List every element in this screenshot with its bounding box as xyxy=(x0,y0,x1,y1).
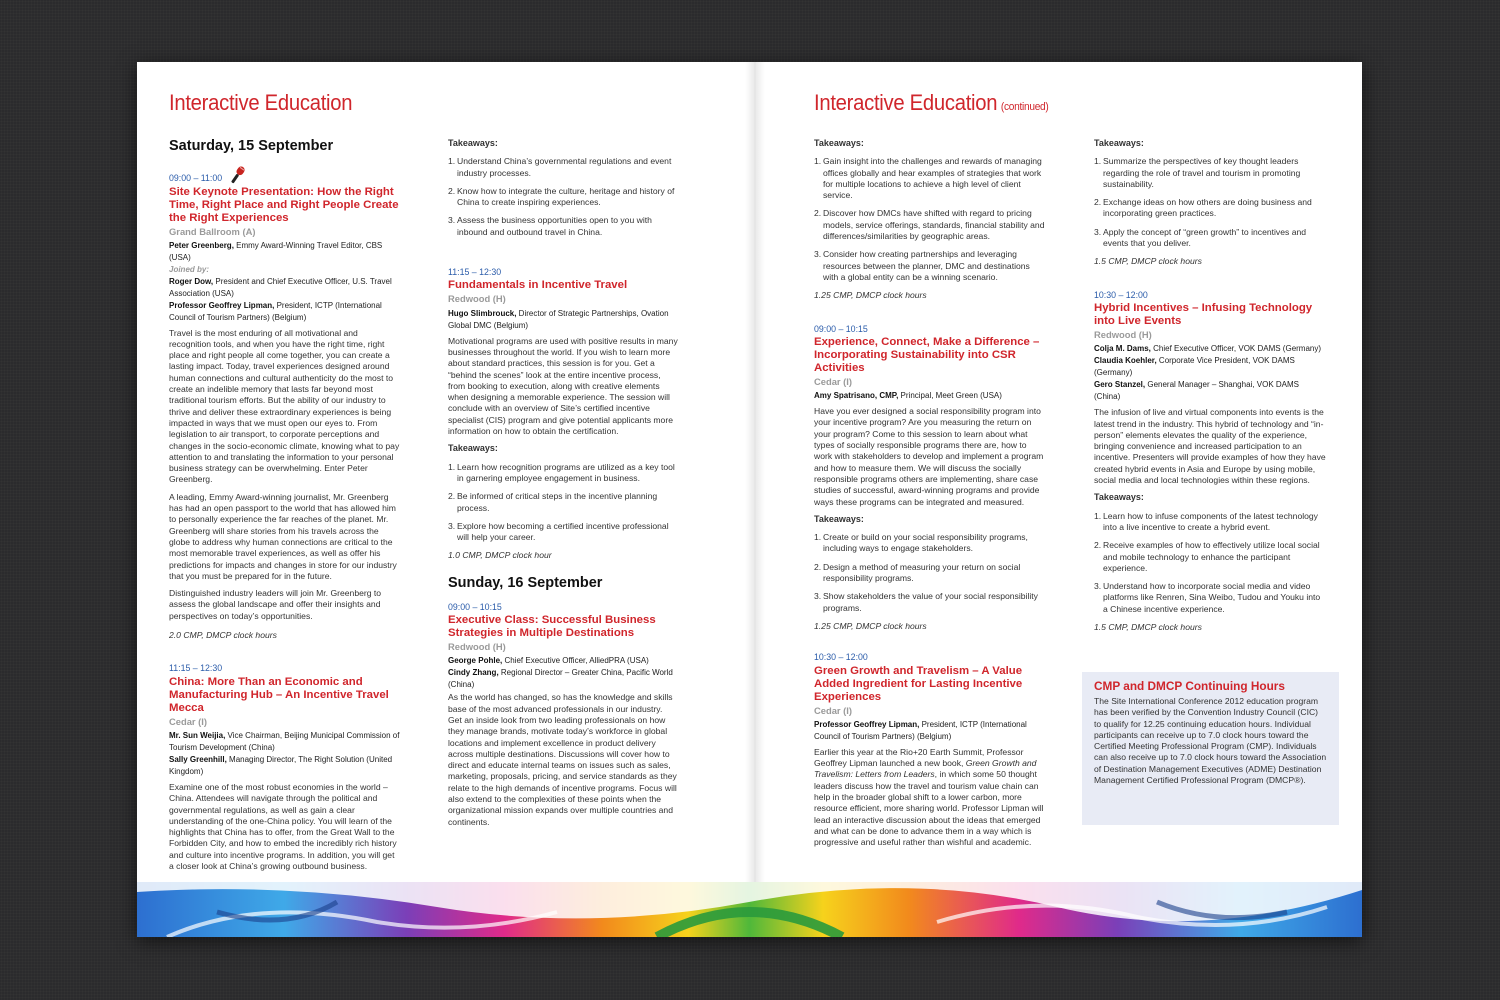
microphone-icon xyxy=(226,165,248,185)
speaker: Hugo Slimbrouck, Director of Strategic Partnerships, Ovation Global DMC (Belgium) xyxy=(448,308,669,330)
session-time: 10:30 – 12:00 xyxy=(1094,289,1148,300)
column-3 xyxy=(814,138,1046,854)
session-room: Cedar (I) xyxy=(169,715,208,727)
box-title: CMP and DMCP Continuing Hours xyxy=(1094,679,1285,693)
speaker: Gero Stanzel, General Manager – Shanghai, VOK DAMS (China) xyxy=(1094,380,1299,402)
takeaway-item: 1. Create or build on your social responsibility programs, including ways to engage stakeholders. xyxy=(814,532,1028,554)
paint-splash-art xyxy=(137,882,1362,937)
takeaway-item: 3. Show stakeholders the value of your social responsibility programs. xyxy=(814,591,1038,613)
takeaway-item: 1. Learn how to infuse components of the latest technology into a live incentive to create a hybrid event. xyxy=(1094,510,1318,532)
continuing-hours-box xyxy=(1082,672,1339,825)
column-1 xyxy=(169,137,401,878)
takeaway-item: 1. Understand China’s governmental regulations and event industry processes. xyxy=(448,156,672,178)
credit-hours: 1.25 CMP, DMCP clock hours xyxy=(814,620,927,631)
session-time: 10:30 – 12:00 xyxy=(814,652,868,663)
takeaways-heading: Takeaways: xyxy=(448,138,498,148)
takeaways-heading: Takeaways: xyxy=(814,138,864,148)
session-description: The infusion of live and virtual components into events is the latest trend in the industry. This hybrid of technology and “in-person” elements elevates the quality of the experience, bringing convenience and increased participation to an incentive. Presenters will provide examples of how they have created hybrid events in Asia and Europe by using mobile, social media and local technologies within these regions. xyxy=(1094,407,1326,486)
column-2 xyxy=(448,138,678,834)
takeaway-item: 3. Apply the concept of “green growth” to incentives and events that you deliver. xyxy=(1094,226,1307,249)
takeaway-item: 3. Consider how creating partnerships and leveraging resources between the planner, DMC and destinations with a global entity can be a winning scenario. xyxy=(814,249,1030,282)
speaker: Roger Dow, President and Chief Executive Officer, U.S. Travel Association (USA) xyxy=(169,276,392,298)
takeaway-item: 3. Understand how to incorporate social media and video platforms like Renren, Sina Weibo, Tudou and Youku into a Chinese incentive experience. xyxy=(1094,581,1321,614)
session-description: Examine one of the most robust economies in the world – China. Attendees will navigate through the political and governmental regulations, as well as gain a clear understanding of the one-China policy. You will learn of the highlights that China has to offer, from the Great Wall to the Forbidden City, and how to embed the incredibly rich history and culture into incentive programs. In addition, you will get a closer look at China’s growing outbound business. xyxy=(169,781,397,871)
brochure-spread xyxy=(137,62,1362,937)
speaker: Mr. Sun Weijia, Vice Chairman, Beijing Municipal Commission of Tourism Development (China) xyxy=(169,730,400,752)
takeaway-item: 1. Learn how recognition programs are utilized as a key tool in garnering employee engagement in business. xyxy=(448,461,675,483)
credit-hours: 1.25 CMP, DMCP clock hours xyxy=(814,290,927,301)
takeaway-item: 1. Gain insight into the challenges and rewards of managing offices globally and hear examples of strategies that work for multiple locations to achieve a high level of client service. xyxy=(814,156,1042,201)
session-title: Fundamentals in Incentive Travel xyxy=(448,279,628,292)
takeaway-item: 3. Assess the business opportunities open to you with inbound and outbound travel in China. xyxy=(448,215,652,237)
session-title: China: More Than an Economic and Manufacturing Hub – An Incentive Travel Mecca xyxy=(169,675,389,714)
speaker: George Pohle, Chief Executive Officer, AlliedPRA (USA) xyxy=(448,656,649,666)
speaker: Sally Greenhill, Managing Director, The Right Solution (United Kingdom) xyxy=(169,754,393,776)
session-room: Redwood (H) xyxy=(448,293,506,305)
speaker: Claudia Koehler, Corporate Vice President, VOK DAMS (Germany) xyxy=(1094,356,1295,378)
takeaway-item: 2. Receive examples of how to effectively utilize local social and mobile technology to enhance the participant experience. xyxy=(1094,540,1320,573)
speaker: Amy Spatrisano, CMP, Principal, Meet Green (USA) xyxy=(814,391,1002,401)
takeaway-item: 2. Know how to integrate the culture, heritage and history of China to create inspiring experiences. xyxy=(448,185,675,208)
speaker: Professor Geoffrey Lipman, President, ICTP (International Council of Tourism Partners) (Belgium) xyxy=(814,719,1027,741)
speaker: Peter Greenberg, Emmy Award-Winning Travel Editor, CBS (USA) xyxy=(169,241,383,263)
credit-hours: 2.0 CMP, DMCP clock hours xyxy=(169,630,277,641)
session-description: Travel is the most enduring of all motivational and recognition tools, and when you have the right time, right place and right people all come together, you can create a lasting impact. Today, travel experiences designed around human connections and cultural authenticity do the most to create an indelible memory that lasts far beyond most traditional tourism efforts. But the ability of our industry to thrive and deliver these extraordinary experiences is being impacted in ways that we must open our eyes to. From legislation to air transport, to corporate perceptions and changes in the socio-economic climate, knowing what to pay attention to and translating the information to your personal business strategy can be overwhelming. Enter Peter Greenberg. xyxy=(169,327,400,485)
session-time: 09:00 – 10:15 xyxy=(448,601,502,612)
page-title-right: Interactive Education (continued) xyxy=(814,90,1049,115)
page-gutter xyxy=(745,62,765,937)
page-title-left: Interactive Education xyxy=(169,90,353,115)
session-description: A leading, Emmy Award-winning journalist, Mr. Greenberg has had an open passport to the world that has allowed him to personally experience the far reaches of the planet. Mr. Greenberg will share stories from his travels across the globe to address why human connections are critical to the most memorable travel experiences, as well as offer his predictions for impacts and changes in store for our industry that you must be prepared for in the future. xyxy=(169,491,397,581)
session-description: Earlier this year at the Rio+20 Earth Summit, Professor Geoffrey Lipman launched a new book, Green Growth and Travelism: Letters from Leaders, in which some 50 thought leaders discuss how the travel and tourism value chain can help in the broader global shift to a lower carbon, more resource efficient, more sharing world. Professor Lipman will lead an interactive discussion about the ideas that emerged and what can be done to advance them in a way which is progressive and useful rather than wishful and academic. xyxy=(814,746,1044,848)
session-title: Hybrid Incentives – Infusing Technology into Live Events xyxy=(1094,301,1313,327)
session-time: 11:15 – 12:30 xyxy=(169,663,223,674)
takeaways-heading: Takeaways: xyxy=(448,443,498,454)
book-title: Green Growth and Travelism: Letters from Leaders xyxy=(814,758,1037,780)
session-description: Distinguished industry leaders will join Mr. Greenberg to assess the global landscape and offer their insights and perspectives on today’s opportunities. xyxy=(169,588,382,621)
takeaway-item: 1. Summarize the perspectives of key thought leaders regarding the role of travel and tourism in promoting sustainability. xyxy=(1094,156,1301,189)
day-heading: Sunday, 16 September xyxy=(448,574,603,591)
session-room: Cedar (I) xyxy=(814,375,853,387)
credit-hours: 1.5 CMP, DMCP clock hours xyxy=(1094,622,1202,633)
session-time: 09:00 – 10:15 xyxy=(814,323,868,334)
speaker: Colja M. Dams, Chief Executive Officer, VOK DAMS (Germany) xyxy=(1094,344,1322,354)
speaker: Cindy Zhang, Regional Director – Greater China, Pacific World (China) xyxy=(448,668,673,690)
session-room: Grand Ballroom (A) xyxy=(169,226,256,237)
session-title: Site Keynote Presentation: How the Right Time, Right Place and Right People Create the Right Experiences xyxy=(169,186,399,224)
takeaway-item: 2. Discover how DMCs have shifted with regard to pricing models, service offerings, standards, financial stability and differences/similarities by geographic areas. xyxy=(814,208,1045,242)
speaker: Professor Geoffrey Lipman, President, ICTP (International Council of Tourism Partners) (Belgium) xyxy=(169,300,382,322)
column-4 xyxy=(1094,138,1326,633)
continued-label: (continued) xyxy=(1000,101,1049,113)
session-description: Have you ever designed a social responsibility program into your incentive program? Are you measuring the return on your program? Come to this session to learn about what types of socially responsible programs there are, how to work with stakeholders to develop and implement a program and how to measure them. We will discuss the socially responsible programs others are implementing, share case studies of successful, award-winning programs and provide ways these programs can be integrated and measured. xyxy=(814,406,1044,507)
takeaway-item: 3. Explore how becoming a certified incentive professional will help your career. xyxy=(448,520,669,543)
session-time: 11:15 – 12:30 xyxy=(448,267,502,278)
session-room: Redwood (H) xyxy=(1094,328,1152,340)
joined-by-label: Joined by: xyxy=(169,265,210,275)
box-text: The Site International Conference 2012 education program has been verified by the Convention Industry Council (CIC) to qualify for 12.25 continuing education hours. Individual participants can receive up to 7.0 clock hours toward the Certified Meeting Professional Program (CMP). Individuals can also receive up to 7.0 clock hours toward the Association of Destination Management Executives (ADME) Destination Management Certified Professional Program (DMCP®). xyxy=(1094,696,1327,786)
takeaway-item: 2. Exchange ideas on how others are doing business and incorporating green practices. xyxy=(1094,197,1312,219)
credit-hours: 1.0 CMP, DMCP clock hour xyxy=(448,550,552,561)
session-description: Motivational programs are used with positive results in many businesses throughout the world. If you wish to learn more about standard practices, this session is for you. Get a “behind the scenes” look at the entire incentive process, from booking to execution, along with creative elements when designing a memorable experience. The session will conclude with an overview of Site’s certified incentive specialist (CIS) program and give potential applicants more information on how to obtain the certification. xyxy=(448,335,678,437)
day-heading: Saturday, 15 September xyxy=(169,138,334,154)
takeaways-heading: Takeaways: xyxy=(814,513,864,524)
credit-hours: 1.5 CMP, DMCP clock hours xyxy=(1094,256,1202,267)
takeaway-item: 2. Design a method of measuring your return on social responsibility programs. xyxy=(814,561,1021,584)
session-title: Experience, Connect, Make a Difference – Incorporating Sustainability into CSR Activities xyxy=(814,335,1040,374)
takeaways-heading: Takeaways: xyxy=(1094,492,1144,503)
session-time: 09:00 – 11:00 xyxy=(169,165,401,185)
session-room: Redwood (H) xyxy=(448,641,506,653)
session-title: Green Growth and Travelism – A Value Added Ingredient for Lasting Incentive Experiences xyxy=(814,664,1023,703)
takeaways-heading: Takeaways: xyxy=(1094,138,1144,148)
session-description: As the world has changed, so has the knowledge and skills base of the most advanced professionals in our industry. Get an inside look from two leading professionals on how they manage brands, motivate today’s workforce in global locations and implement excellence in product delivery across multiple destinations. Discussions will cover how to direct and educate internal teams on issues such as sales, marketing, proposals, pricing, and service standards as they relate to the high demands of incentive programs. Focus will also extend to the complexities of these points when the organizational mission expands over multiple countries and continents. xyxy=(448,692,677,827)
session-title: Executive Class: Successful Business Strategies in Multiple Destinations xyxy=(448,614,656,640)
takeaway-item: 2. Be informed of critical steps in the incentive planning process. xyxy=(448,491,658,513)
session-room: Cedar (I) xyxy=(814,704,853,716)
